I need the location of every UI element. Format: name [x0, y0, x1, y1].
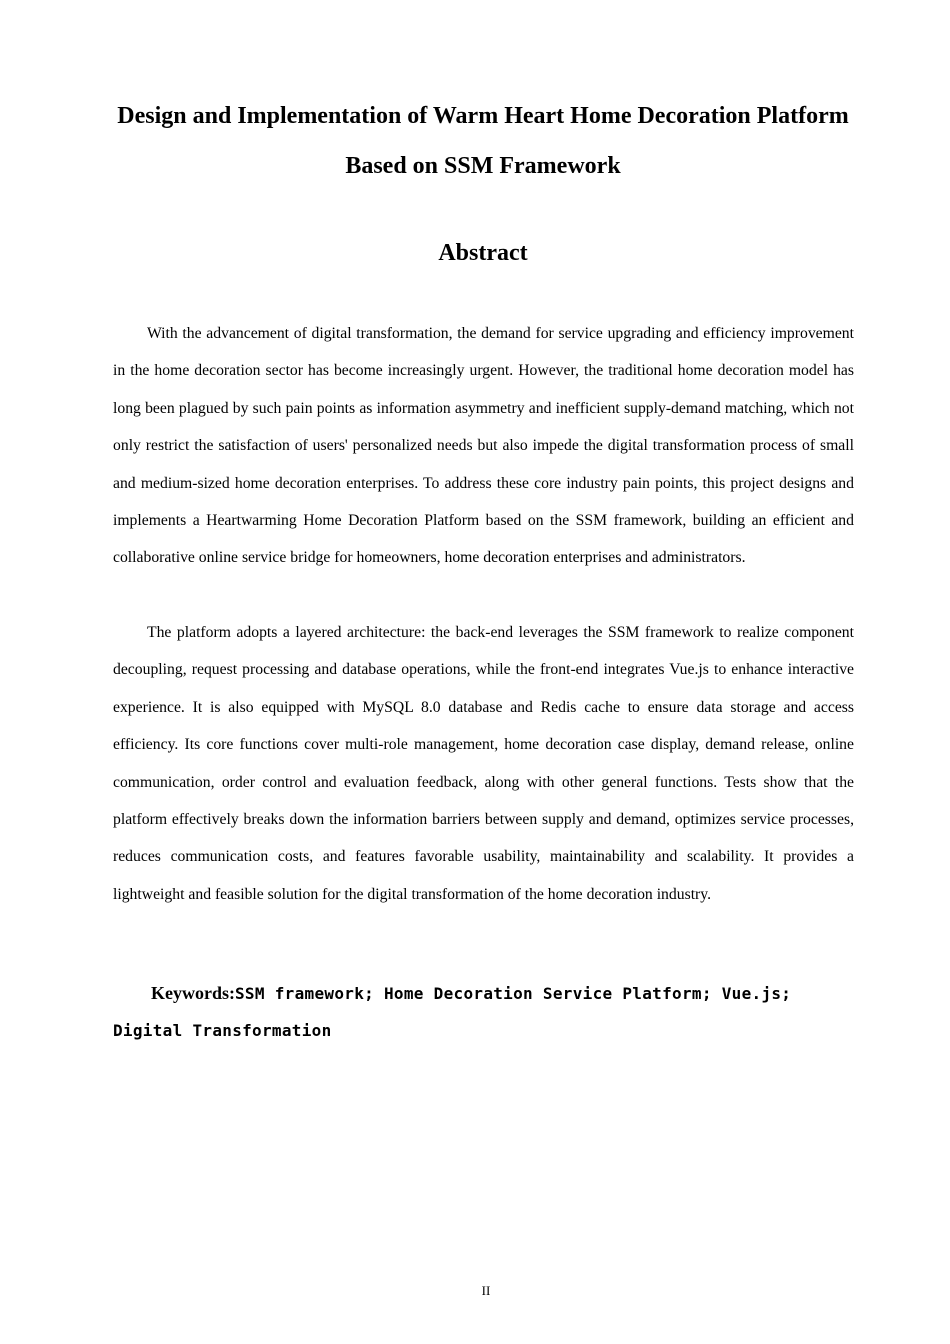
- keywords-label: Keywords:: [151, 983, 235, 1003]
- document-title-line-2: Based on SSM Framework: [345, 153, 621, 179]
- abstract-paragraph-2: The platform adopts a layered architecture: the back-end leverages the SSM framework to realize component decoupling, request processing and database operations, while the front-end integrates Vue.js to enhance interactive experience. It is also equipped with MySQL 8.0 database and Redis cache to ensure data storage and access efficiency. Its core functions cover multi-role management, home decoration case display, demand release, online communication, order control and evaluation feedback, along with other general functions. Tests show that the platform effectively breaks down the information barriers between supply and demand, optimizes service processes, reduces communication costs, and features favorable usability, maintainability and scalability. It provides a lightweight and feasible solution for the digital transformation of the home decoration industry.: [113, 624, 854, 903]
- document-title-line-1: Design and Implementation of Warm Heart Home Decoration Platform: [117, 103, 849, 129]
- page-number: II: [481, 1283, 491, 1298]
- keywords-line: [113, 975, 854, 1049]
- abstract-heading: Abstract: [438, 240, 528, 266]
- abstract-paragraph-1: With the advancement of digital transformation, the demand for service upgrading and efficiency improvement in the home decoration sector has become increasingly urgent. However, the traditional home decoration model has long been plagued by such pain points as information asymmetry and inefficient supply-demand matching, which not only restrict the satisfaction of users' personalized needs but also impede the digital transformation process of small and medium-sized home decoration enterprises. To address these core industry pain points, this project designs and implements a Heartwarming Home Decoration Platform based on the SSM framework, building an efficient and collaborative online service bridge for homeowners, home decoration enterprises and administrators.: [113, 325, 854, 567]
- keywords-values: SSM framework; Home Decoration Service Platform; Vue.js; Digital Transformation: [113, 984, 792, 1040]
